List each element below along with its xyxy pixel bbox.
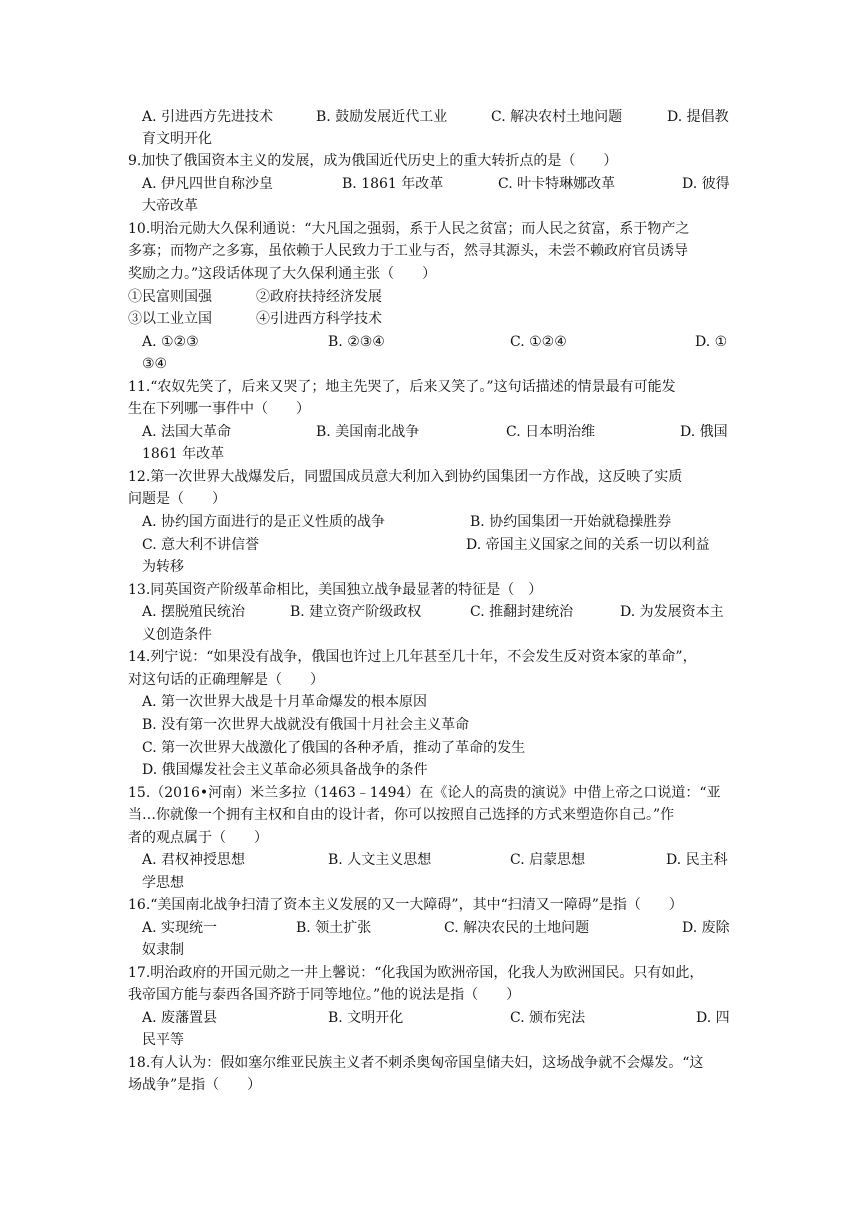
q16-option-c: C. 解决农民的土地问题 bbox=[444, 920, 590, 936]
q12-option-c: C. 意大利不讲信誉 bbox=[142, 537, 260, 553]
q14-option-c: C. 第一次世界大战激化了俄国的各种矛盾，推动了革命的发生 bbox=[142, 740, 526, 756]
q16-option-d: D. 废除 bbox=[682, 920, 730, 936]
q16-stem: 16.“美国南北战争扫清了资本主义发展的又一大障碍”，其中“扫清又一障碍”是指（ ） bbox=[128, 897, 683, 913]
q13-option-wrap: 义创造条件 bbox=[142, 627, 212, 643]
q8-option-a: A. 引进西方先进技术 bbox=[142, 109, 274, 125]
q17-option-wrap: 民平等 bbox=[142, 1032, 184, 1048]
q8-option-b: B. 鼓励发展近代工业 bbox=[316, 109, 448, 125]
q15-stem-line-1: 15.（2016•河南）米兰多拉（1463﹣1494）在《论人的高贵的演说》中借上帝之口说道：“亚 bbox=[128, 785, 721, 801]
q11-option-wrap: 1861 年改革 bbox=[142, 446, 225, 462]
q9-option-c: C. 叶卡特琳娜改革 bbox=[498, 176, 616, 192]
q17-option-d: D. 四 bbox=[696, 1010, 730, 1026]
q8-option-c: C. 解决农村土地问题 bbox=[491, 109, 623, 125]
q11-option-b: B. 美国南北战争 bbox=[316, 424, 420, 440]
q15-option-b: B. 人文主义思想 bbox=[328, 852, 432, 868]
q12-stem-line-2: 问题是（ ） bbox=[128, 491, 226, 507]
q10-stem-line-3: 奖励之力。”这段话体现了大久保利通主张（ ） bbox=[128, 266, 437, 282]
q11-stem-line-1: 11.“农奴先笑了，后来又哭了；地主先哭了，后来又笑了。”这句话描述的情景最有可能发 bbox=[128, 379, 676, 395]
q16-option-wrap: 奴隶制 bbox=[142, 942, 184, 958]
q10-stem-line-2: 多寡；而物产之多寡，虽依赖于人民致力于工业与否，然寻其源头，未尝不赖政府官员诱导 bbox=[128, 243, 688, 259]
q15-stem-line-2: 当…你就像一个拥有主权和自由的设计者，你可以按照自己选择的方式来塑造你自己。”作 bbox=[128, 807, 675, 823]
q15-option-c: C. 启蒙思想 bbox=[510, 852, 586, 868]
q17-option-b: B. 文明开化 bbox=[328, 1010, 404, 1026]
q8-option-d: D. 提倡教 bbox=[667, 109, 729, 125]
q9-option-a: A. 伊凡四世自称沙皇 bbox=[142, 176, 274, 192]
q14-stem-line-2: 对这句话的正确理解是（ ） bbox=[128, 672, 324, 688]
q9-option-b: B. 1861 年改革 bbox=[342, 176, 444, 192]
q13-stem: 13.同英国资产阶级革命相比，美国独立战争最显著的特征是（ ） bbox=[128, 582, 543, 598]
q15-option-d: D. 民主科 bbox=[666, 852, 728, 868]
q11-option-a: A. 法国大革命 bbox=[142, 424, 232, 440]
q16-option-b: B. 领土扩张 bbox=[296, 920, 372, 936]
q14-option-b: B. 没有第一次世界大战就没有俄国十月社会主义革命 bbox=[142, 717, 470, 733]
q8-option-wrap: 育文明开化 bbox=[142, 131, 212, 147]
q18-stem-line-2: 场战争”是指（ ） bbox=[128, 1077, 262, 1093]
q12-option-b: B. 协约国集团一开始就稳操胜券 bbox=[470, 514, 672, 530]
q14-stem-line-1: 14.列宁说：“如果没有战争，俄国也许过上几年甚至几十年，不会发生反对资本家的革命”， bbox=[128, 649, 697, 665]
q10-option-d: D. ① bbox=[695, 334, 728, 350]
q9-stem: 9.加快了俄国资本主义的发展，成为俄国近代历史上的重大转折点的是（ ） bbox=[128, 153, 618, 169]
q10-option-wrap: ③④ bbox=[142, 356, 168, 372]
q12-option-wrap: 为转移 bbox=[142, 559, 184, 575]
q11-option-d: D. 俄国 bbox=[680, 424, 728, 440]
q9-option-wrap: 大帝改革 bbox=[142, 198, 198, 214]
q10-option-b: B. ②③④ bbox=[328, 334, 385, 350]
q15-option-a: A. 君权神授思想 bbox=[142, 852, 246, 868]
q16-option-a: A. 实现统一 bbox=[142, 920, 218, 936]
q10-option-a: A. ①②③ bbox=[142, 334, 199, 350]
q10-option-c: C. ①②④ bbox=[510, 334, 567, 350]
q17-stem-line-2: 我帝国方能与泰西各国齐跻于同等地位。”他的说法是指（ ） bbox=[128, 987, 521, 1003]
q17-option-c: C. 颁布宪法 bbox=[510, 1010, 586, 1026]
q14-option-a: A. 第一次世界大战是十月革命爆发的根本原因 bbox=[142, 694, 428, 710]
q13-option-b: B. 建立资产阶级政权 bbox=[290, 604, 422, 620]
q15-stem-line-3: 者的观点属于（ ） bbox=[128, 830, 268, 846]
q10-statement-3: ③以工业立国 bbox=[128, 311, 212, 327]
q9-option-d: D. 彼得 bbox=[682, 176, 730, 192]
q18-stem-line-1: 18.有人认为：假如塞尔维亚民族主义者不刺杀奥匈帝国皇储夫妇，这场战争就不会爆发。“这 bbox=[128, 1055, 704, 1071]
q12-option-d: D. 帝国主义国家之间的关系一切以利益 bbox=[466, 537, 710, 553]
q11-option-c: C. 日本明治维 bbox=[506, 424, 596, 440]
q10-statement-4: ④引进西方科学技术 bbox=[256, 311, 382, 327]
q15-option-wrap: 学思想 bbox=[142, 875, 184, 891]
q12-stem-line-1: 12.第一次世界大战爆发后，同盟国成员意大利加入到协约国集团一方作战，这反映了实质 bbox=[128, 469, 683, 485]
q13-option-d: D. 为发展资本主 bbox=[620, 604, 724, 620]
q10-statement-1: ①民富则国强 bbox=[128, 289, 212, 305]
q13-option-c: C. 推翻封建统治 bbox=[470, 604, 574, 620]
q11-stem-line-2: 生在下列哪一事件中（ ） bbox=[128, 401, 310, 417]
q12-option-a: A. 协约国方面进行的是正义性质的战争 bbox=[142, 514, 386, 530]
q17-option-a: A. 废藩置县 bbox=[142, 1010, 218, 1026]
q10-stem-line-1: 10.明治元勋大久保利通说：“大凡国之强弱，系于人民之贫富；而人民之贫富，系于物产之 bbox=[128, 221, 690, 237]
q13-option-a: A. 摆脱殖民统治 bbox=[142, 604, 246, 620]
q10-statement-2: ②政府扶持经济发展 bbox=[256, 289, 382, 305]
q14-option-d: D. 俄国爆发社会主义革命必须具备战争的条件 bbox=[142, 762, 428, 778]
q17-stem-line-1: 17.明治政府的开国元勋之一井上馨说：“化我国为欧洲帝国，化我人为欧洲国民。只有如此， bbox=[128, 965, 704, 981]
